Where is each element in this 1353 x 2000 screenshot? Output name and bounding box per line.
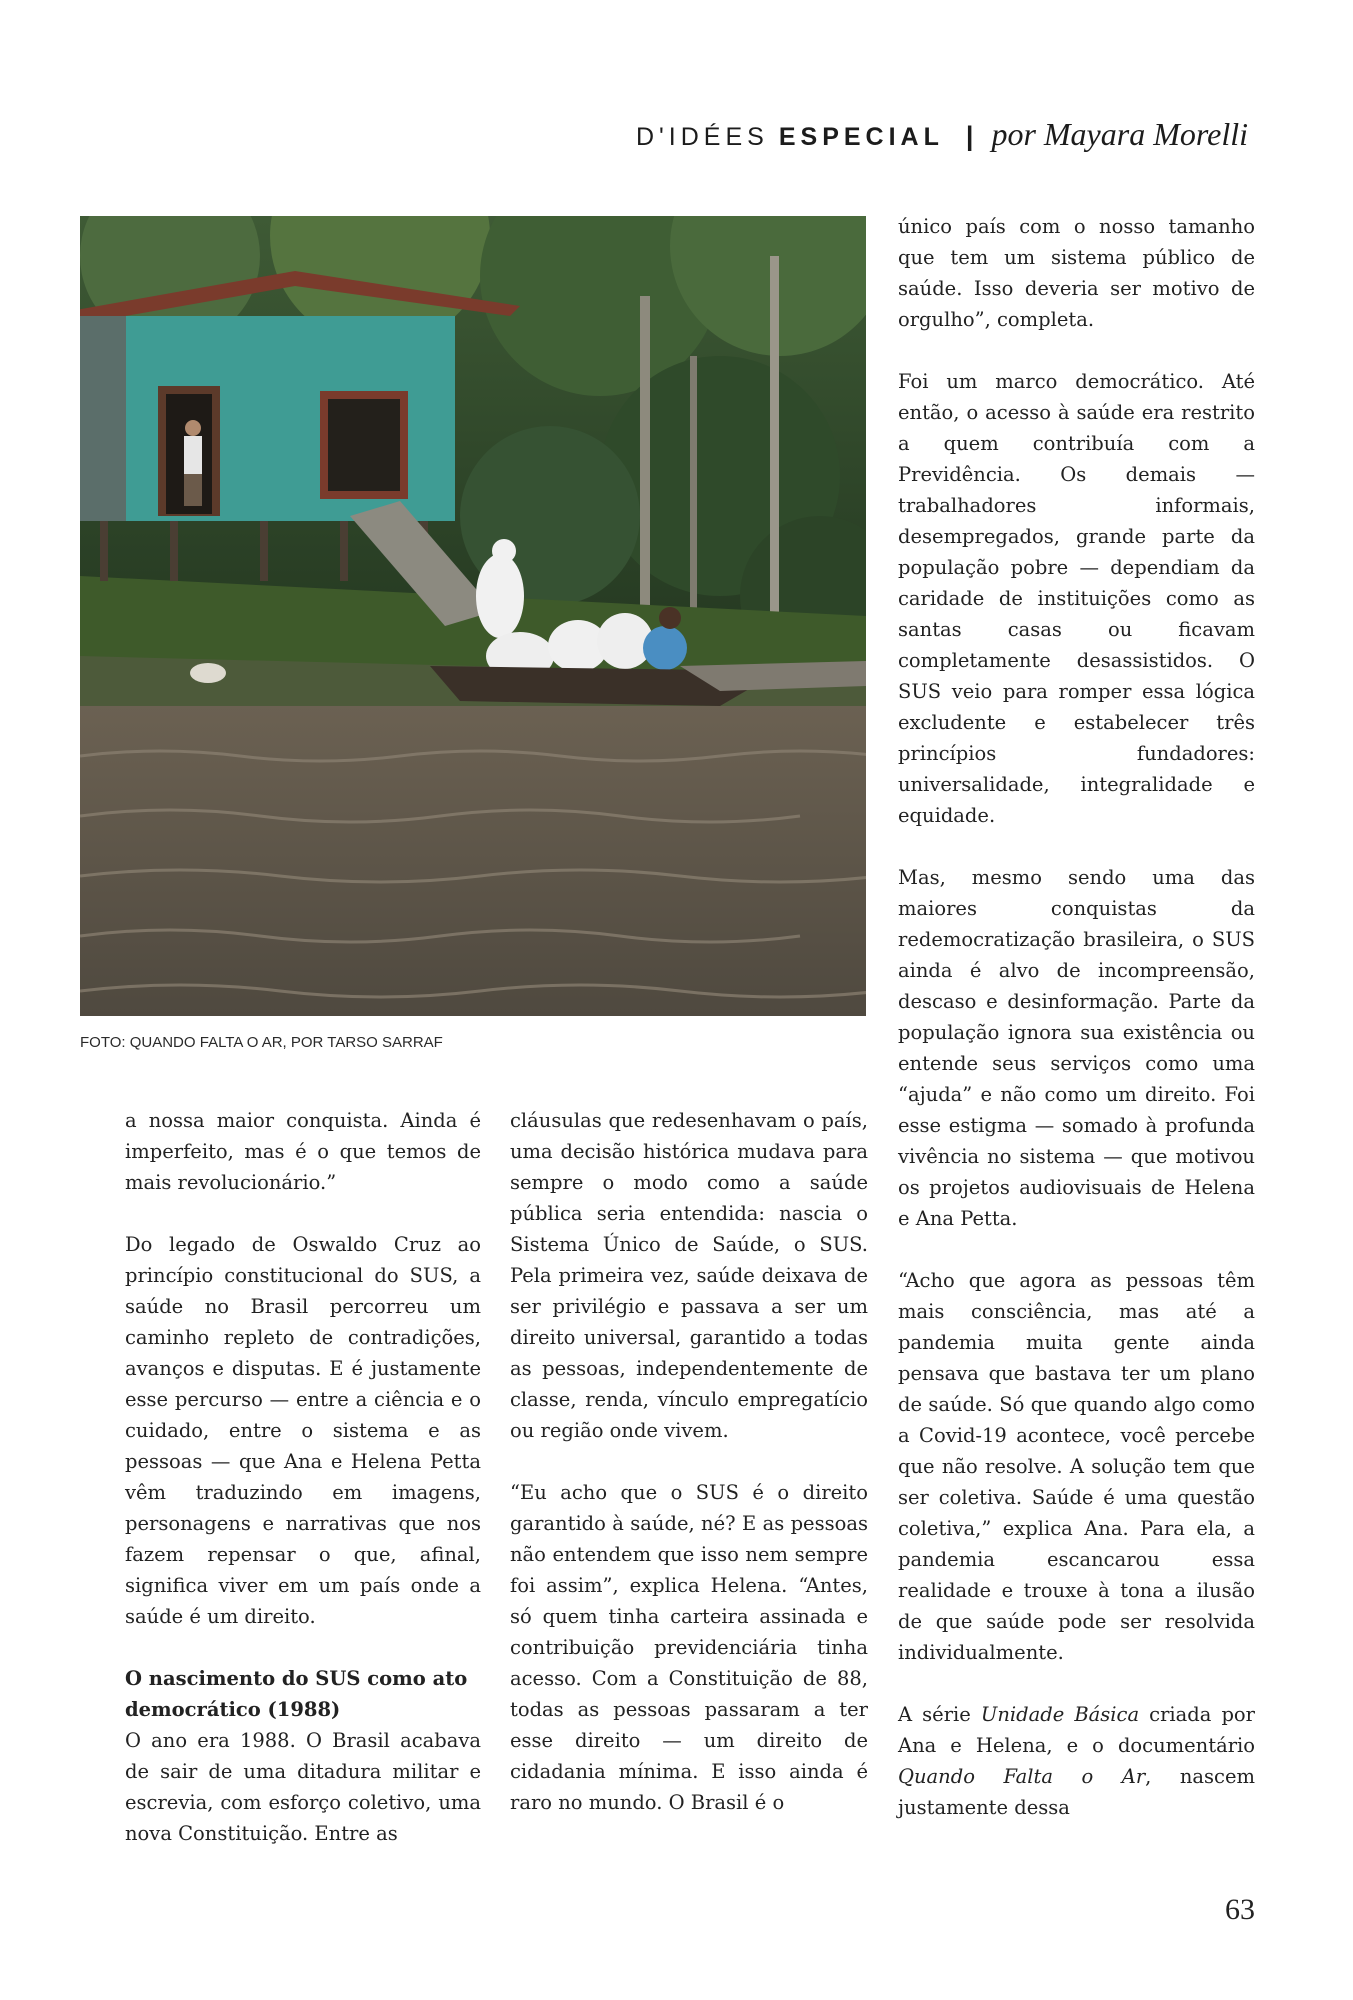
work-title: Unidade Básica <box>980 1703 1140 1726</box>
paragraph: cláusulas que redesenhavam o país, uma decisão histórica mudava para sempre o modo como a saúde pública seria entendida: nascia o Sistema Único de Saúde, o SUS. Pela primeira vez, saúde deixava de ser privilégio e passava a ser um direito universal, garantido a todas as pessoas, independentemente de classe, renda, vínculo empregatício ou região onde vivem. <box>510 1109 868 1442</box>
text-run: criada por Ana e Helena, e o documentário <box>898 1703 1255 1757</box>
page-number: 63 <box>1225 1893 1255 1926</box>
paragraph <box>898 1699 1255 1823</box>
text-column-3 <box>898 211 1255 1823</box>
paragraph: Do legado de Oswaldo Cruz ao princípio constitucional do SUS, a saúde no Brasil percorreu um caminho repleto de contradições, avanços e disputas. E é justamente esse percurso — entre a ciência e o cuidado, entre o sistema e as pessoas — que Ana e Helena Petta vêm traduzindo em imagens, personagens e narrativas que nos fazem repensar o que, afinal, significa viver em um país onde a saúde é um direito. <box>125 1233 481 1628</box>
text-column-2 <box>510 1105 868 1818</box>
paragraph: Foi um marco democrático. Até então, o acesso à saúde era restrito a quem contribuía com a Previdência. Os demais — trabalhadores informais, desempregados, grande parte da população pobre — dependiam da caridade de instituições como as santas casas ou ficavam completamente desassistidos. O SUS veio para romper essa lógica excludente e estabelecer três princípios fundadores: universalidade, integralidade e equidade. <box>898 370 1255 827</box>
paragraph: a nossa maior conquista. Ainda é imperfeito, mas é o que temos de mais revolucionário.” <box>125 1109 481 1194</box>
paragraph: único país com o nosso tamanho que tem um sistema público de saúde. Isso deveria ser motivo de orgulho”, completa. <box>898 215 1255 331</box>
paragraph: “Acho que agora as pessoas têm mais consciência, mas até a pandemia muita gente ainda pensava que bastava ter um plano de saúde. Só que quando algo como a Covid-19 acontece, você percebe que não resolve. A solução tem que ser coletiva. Saúde é uma questão coletiva,” explica Ana. Para ela, a pandemia escancarou essa realidade e trouxe à tona a ilusão de que saúde pode ser resolvida individualmente. <box>898 1269 1255 1664</box>
text-column-1 <box>125 1105 481 1849</box>
author-byline: por Mayara Morelli <box>991 116 1248 152</box>
magazine-name: D'IDÉES <box>635 123 769 151</box>
paragraph: O ano era 1988. O Brasil acabava de sair de uma ditadura militar e escrevia, com esforço coletivo, uma nova Constituição. Entre as <box>125 1729 481 1845</box>
text-run: A série <box>898 1703 981 1726</box>
header-separator: | <box>965 121 974 151</box>
section-name: ESPECIAL <box>778 123 944 151</box>
article-photo <box>80 216 866 1016</box>
text-run: , nascem justamente dessa <box>898 1765 1255 1819</box>
page-header <box>636 116 1248 153</box>
work-title: Quando Falta o Ar <box>898 1765 1146 1788</box>
paragraph: “Eu acho que o SUS é o direito garantido à saúde, né? E as pessoas não entendem que isso nem sempre foi assim”, explica Helena. “Antes, só quem tinha carteira assinada e contribuição previdenciária tinha acesso. Com a Constituição de 88, todas as pessoas passaram a ter esse direito — um direito de cidadania mínima. E isso ainda é raro no mundo. O Brasil é o <box>510 1481 868 1814</box>
paragraph: Mas, mesmo sendo uma das maiores conquistas da redemocratização brasileira, o SUS ainda é alvo de incompreensão, descaso e desinformação. Parte da população ignora sua existência ou entende seus serviços como uma “ajuda” e não como um direito. Foi esse estigma — somado à profunda vivência no sistema — que motivou os projetos audiovisuais de Helena e Ana Petta. <box>898 866 1255 1230</box>
section-heading: O nascimento do SUS como ato democrático (1988) <box>125 1667 468 1721</box>
photo-caption: FOTO: QUANDO FALTA O AR, POR TARSO SARRAF <box>80 1034 443 1051</box>
